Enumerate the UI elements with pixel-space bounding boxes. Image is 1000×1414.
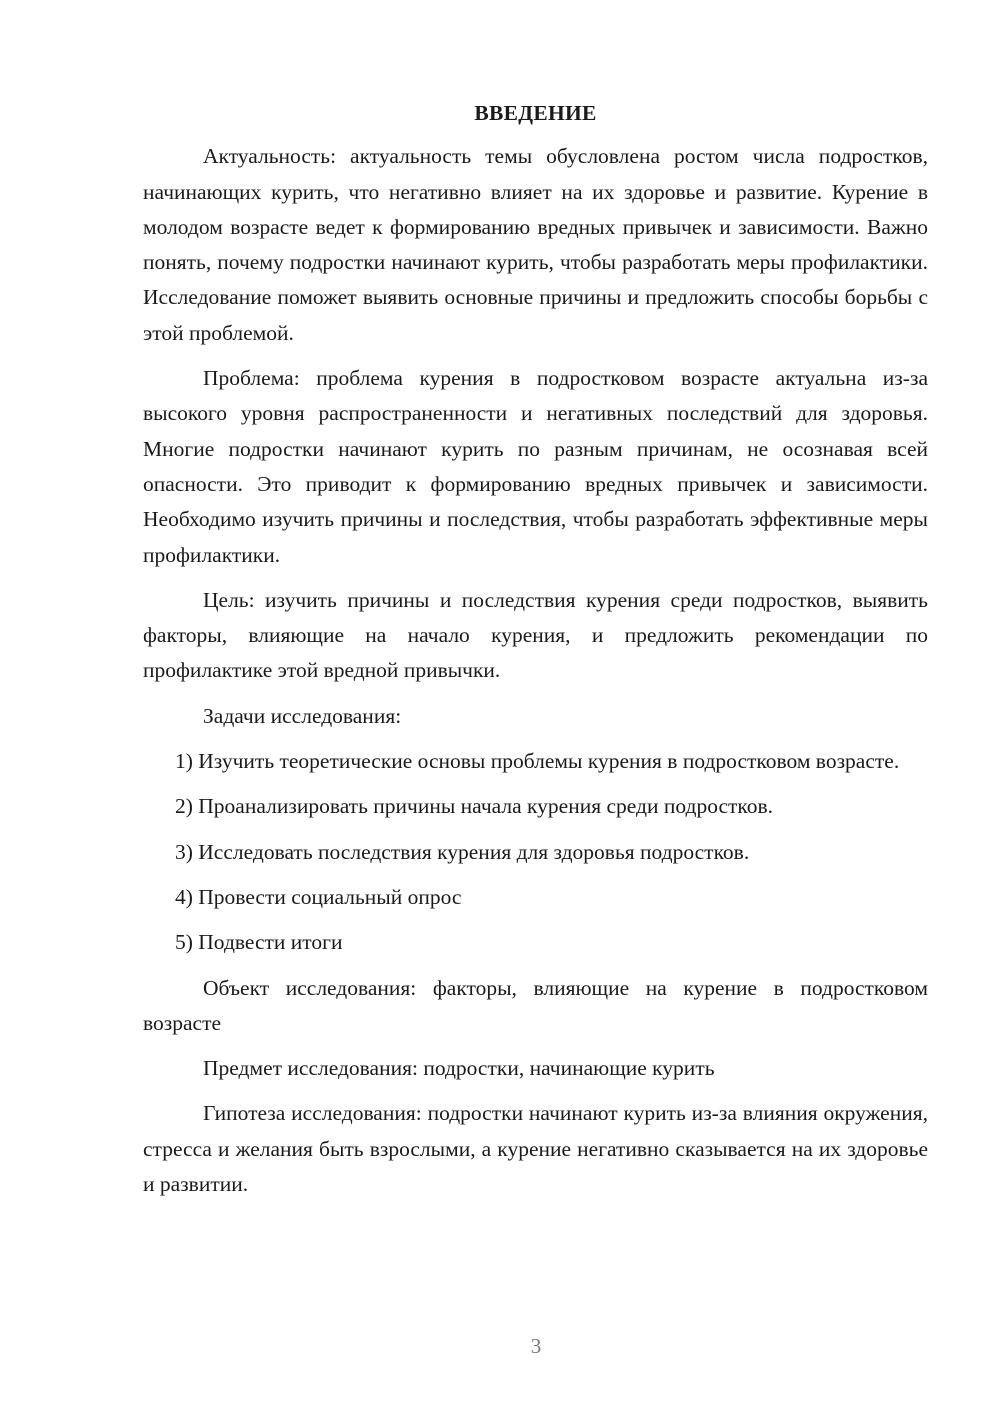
page-content — [143, 96, 928, 1212]
hypothesis-paragraph: Гипотеза исследования: подростки начинают курить из-за влияния окружения, стресса и желания быть взрослыми, а курение негативно сказывается на их здоровье и развитии. — [143, 1101, 928, 1197]
task-item-2: 2) Проанализировать причины начала курения среди подростков. — [175, 794, 774, 819]
subject-paragraph: Предмет исследования: подростки, начинающие курить — [203, 1056, 715, 1081]
task-item-3: 3) Исследовать последствия курения для здоровья подростков. — [175, 839, 750, 864]
task-item-5: 5) Подвести итоги — [175, 930, 343, 955]
tasks-heading: Задачи исследования: — [203, 703, 402, 728]
goal-paragraph: Цель: изучить причины и последствия курения среди подростков, выявить факторы, влияющие на начало курения, и предложить рекомендации по профилактике этой вредной привычки. — [143, 587, 928, 683]
object-paragraph: Объект исследования: факторы, влияющие на курение в подростковом возрасте — [143, 975, 928, 1035]
problem-paragraph: Проблема: проблема курения в подростковом возрасте актуальна из-за высокого уровня распространенности и негативных последствий для здоровья. Многие подростки начинают курить по разным причинам, не осознавая всей опасности. Это приводит к формированию вредных привычек и зависимости. Необходимо изучить причины и последствия, чтобы разработать эффективные меры профилактики. — [143, 366, 928, 567]
section-heading: ВВЕДЕНИЕ — [474, 101, 597, 125]
task-item-1: 1) Изучить теоретические основы проблемы курения в подростковом возрасте. — [175, 749, 900, 774]
task-item-4: 4) Провести социальный опрос — [175, 884, 462, 909]
page-number: 3 — [530, 1334, 542, 1358]
relevance-paragraph: Актуальность: актуальность темы обусловлена ростом числа подростков, начинающих курить, что негативно влияет на их здоровье и развитие. Курение в молодом возрасте ведет к формированию вредных привычек и зависимости. Важно понять, почему подростки начинают курить, чтобы разработать меры профилактики. Исследование поможет выявить основные причины и предложить способы борьбы с этой проблемой. — [143, 144, 928, 345]
